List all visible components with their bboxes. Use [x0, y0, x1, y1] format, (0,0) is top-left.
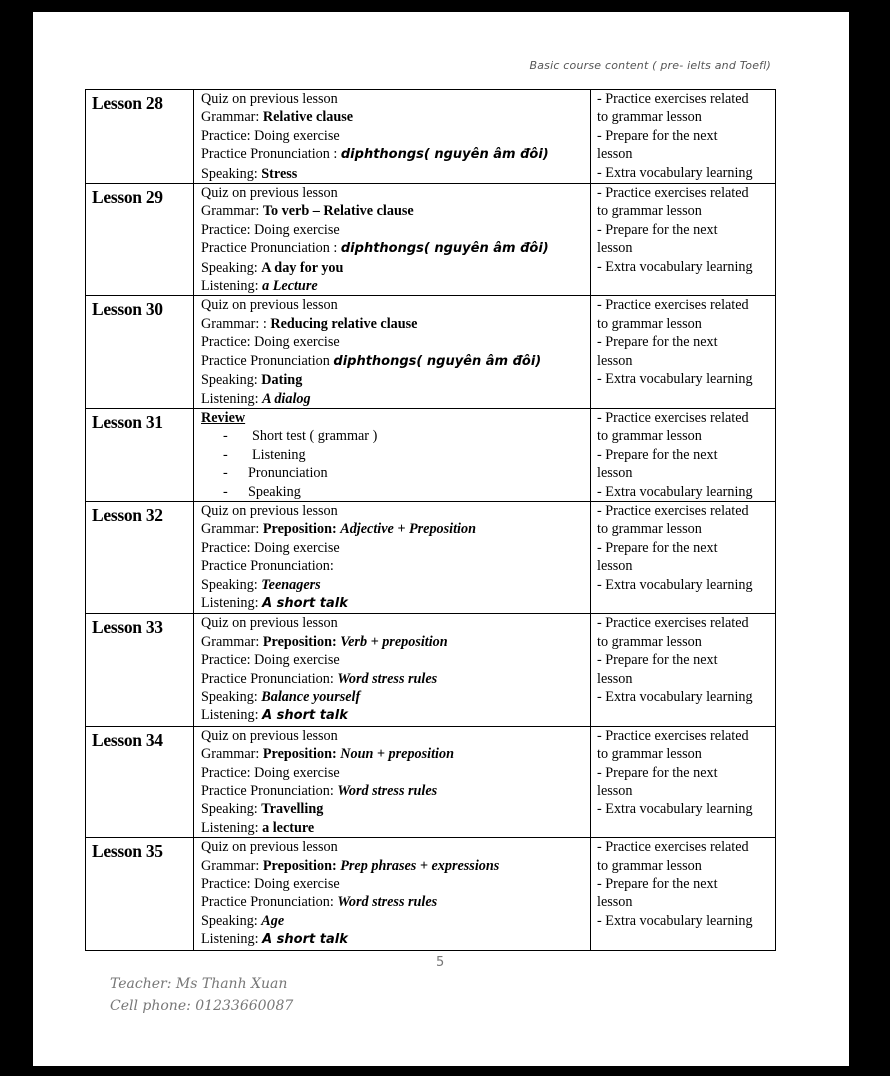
line-value: Age — [261, 912, 285, 929]
lesson-content-cell — [194, 90, 591, 184]
homework-line: to grammar lesson — [597, 857, 702, 874]
homework-line: - Extra vocabulary learning — [597, 689, 753, 705]
line-value-detail: Adjective + Preposition — [340, 521, 476, 538]
line-prefix: Practice Pronunciation : — [201, 146, 341, 163]
line-prefix: Listening: — [201, 819, 263, 836]
lesson-label-cell — [86, 184, 194, 296]
lesson-line — [201, 576, 590, 594]
lesson-content-cell — [194, 614, 591, 726]
line-value: Teenagers — [261, 576, 321, 593]
homework-line: - Practice exercises related — [597, 727, 749, 744]
homework-line: - Extra vocabulary learning — [597, 258, 753, 275]
homework-line: - Extra vocabulary learning — [597, 912, 753, 929]
homework-line: lesson — [597, 146, 633, 163]
line-value-detail: Noun + preposition — [340, 746, 454, 763]
lesson-table-body — [86, 90, 776, 951]
lesson-label: Lesson 29 — [92, 187, 163, 208]
lesson-line — [201, 782, 590, 800]
lesson-line — [201, 651, 590, 669]
line-value: Preposition: — [262, 633, 341, 650]
lesson-label-cell — [86, 838, 194, 950]
lesson-line — [201, 819, 590, 837]
line-value: Word stress rules — [337, 670, 438, 687]
lesson-line — [201, 857, 590, 875]
line-prefix: Speaking: — [201, 576, 262, 593]
lesson-line — [201, 912, 590, 930]
review-item-text: Pronunciation — [248, 465, 328, 482]
lesson-row — [86, 296, 776, 408]
line-value: Reducing relative clause — [270, 315, 418, 332]
line-value-detail: Prep phrases + expressions — [340, 857, 500, 874]
line-prefix: Speaking: — [201, 689, 262, 705]
line-value: Preposition: — [262, 857, 341, 874]
lesson-label: Lesson 28 — [92, 93, 163, 113]
bullet-dash: - — [223, 483, 228, 500]
line-prefix: Practice: Doing exercise — [201, 127, 340, 144]
line-prefix: Practice: Doing exercise — [201, 764, 340, 781]
homework-line: - Extra vocabulary learning — [597, 483, 753, 500]
line-value: Stress — [261, 165, 298, 182]
lesson-row — [86, 184, 776, 296]
homework-line: lesson — [597, 558, 633, 575]
lesson-line — [201, 633, 590, 651]
homework-line: - Prepare for the next — [597, 652, 718, 669]
homework-line: to grammar lesson — [597, 428, 702, 445]
homework-line: - Extra vocabulary learning — [597, 801, 753, 818]
lesson-line — [201, 108, 590, 126]
header-note: Basic course content ( pre- ielts and Toefl) — [529, 59, 771, 72]
lesson-content-cell — [194, 726, 591, 837]
homework-line: - Extra vocabulary learning — [597, 371, 753, 388]
line-value: Preposition: — [262, 521, 341, 538]
line-prefix: Listening: — [201, 594, 263, 611]
line-prefix: Listening: — [201, 931, 263, 948]
homework-line: to grammar lesson — [597, 203, 702, 220]
line-value-detail: Verb + preposition — [340, 633, 448, 650]
homework-line: - Prepare for the next — [597, 334, 718, 351]
line-value: Relative clause — [262, 109, 354, 126]
homework-cell — [591, 184, 776, 296]
line-prefix: Quiz on previous lesson — [201, 185, 338, 202]
lesson-label-cell — [86, 408, 194, 501]
homework-line: lesson — [597, 894, 633, 911]
line-prefix: Grammar: — [201, 203, 263, 220]
lesson-content-cell — [194, 408, 591, 501]
line-prefix: Grammar: — [201, 857, 263, 874]
line-value: a Lecture — [262, 278, 318, 295]
document-page — [33, 12, 849, 1066]
lesson-line — [201, 296, 590, 314]
lesson-line — [201, 764, 590, 782]
line-prefix: Practice: Doing exercise — [201, 221, 340, 238]
lesson-line — [201, 165, 590, 183]
lesson-line — [201, 371, 590, 389]
line-prefix: Grammar: — [201, 521, 263, 538]
lesson-line — [201, 745, 590, 763]
line-prefix: Quiz on previous lesson — [201, 297, 338, 314]
line-prefix: Grammar: — [201, 746, 263, 763]
lesson-label: Lesson 35 — [92, 841, 163, 862]
lesson-label-cell — [86, 296, 194, 408]
line-prefix: Practice Pronunciation: — [201, 670, 338, 687]
lesson-label: Lesson 33 — [92, 617, 163, 638]
line-prefix: Listening: — [201, 707, 263, 724]
lesson-line — [201, 557, 590, 575]
lesson-line — [201, 594, 590, 613]
line-prefix: Speaking: — [201, 801, 262, 818]
homework-line: to grammar lesson — [597, 521, 702, 538]
lesson-line — [201, 539, 590, 557]
review-heading: Review — [201, 409, 246, 426]
review-item — [201, 446, 590, 464]
lesson-line — [201, 930, 590, 949]
review-item-text: Short test ( grammar ) — [252, 428, 378, 445]
line-prefix: Grammar: — [201, 633, 263, 650]
line-prefix: Listening: — [201, 390, 263, 407]
lesson-line — [201, 333, 590, 351]
line-value: diphthongs( nguyên âm đôi) — [340, 241, 549, 257]
lesson-line — [201, 145, 590, 164]
homework-line: - Practice exercises related — [597, 297, 749, 314]
line-prefix: Practice Pronunciation: — [201, 894, 338, 911]
bullet-dash: - — [223, 446, 228, 463]
lesson-content-cell — [194, 184, 591, 296]
homework-line: to grammar lesson — [597, 633, 702, 650]
homework-line: to grammar lesson — [597, 109, 702, 126]
homework-cell — [591, 296, 776, 408]
lesson-label: Lesson 30 — [92, 299, 163, 320]
lesson-line — [201, 875, 590, 893]
lesson-line — [201, 893, 590, 911]
line-value: Word stress rules — [337, 783, 438, 800]
lesson-row — [86, 501, 776, 613]
line-prefix: Practice Pronunciation: — [201, 558, 334, 575]
footer-phone: Cell phone: 01233660087 — [110, 998, 294, 1014]
homework-line: - Practice exercises related — [597, 409, 749, 426]
lesson-line — [201, 520, 590, 538]
line-prefix: Practice Pronunciation — [201, 352, 334, 369]
page-number: 5 — [436, 955, 445, 970]
homework-line: - Practice exercises related — [597, 615, 749, 632]
lesson-label-cell — [86, 726, 194, 837]
homework-line: - Practice exercises related — [597, 839, 749, 856]
lesson-row — [86, 726, 776, 837]
lesson-table — [85, 89, 776, 951]
lesson-row — [86, 838, 776, 950]
lesson-line — [201, 259, 590, 277]
line-value: Dating — [261, 372, 303, 389]
homework-line: - Practice exercises related — [597, 91, 749, 107]
line-prefix: Speaking: — [201, 165, 262, 182]
lesson-row — [86, 614, 776, 726]
line-value: To verb – Relative clause — [262, 203, 414, 220]
line-value: Word stress rules — [337, 894, 438, 911]
homework-line: to grammar lesson — [597, 746, 702, 763]
line-prefix: Speaking: — [201, 912, 262, 929]
line-prefix: Speaking: — [201, 372, 262, 389]
homework-line: - Prepare for the next — [597, 127, 718, 144]
line-value: a lecture — [262, 819, 315, 836]
homework-line: - Practice exercises related — [597, 185, 749, 202]
lesson-line — [201, 390, 590, 408]
lesson-line — [201, 727, 590, 745]
lesson-content-cell — [194, 296, 591, 408]
line-value: A short talk — [262, 932, 348, 948]
lesson-label-cell — [86, 501, 194, 613]
homework-line: - Prepare for the next — [597, 539, 718, 556]
homework-cell — [591, 726, 776, 837]
homework-line: - Prepare for the next — [597, 221, 718, 238]
lesson-line — [201, 127, 590, 145]
homework-cell — [591, 614, 776, 726]
homework-line: lesson — [597, 240, 633, 257]
line-prefix: Quiz on previous lesson — [201, 615, 338, 632]
line-value: diphthongs( nguyên âm đôi) — [333, 353, 542, 369]
lesson-label-cell — [86, 90, 194, 184]
lesson-line — [201, 315, 590, 333]
lesson-label: Lesson 32 — [92, 504, 163, 525]
line-prefix: Speaking: — [201, 259, 262, 276]
lesson-line — [201, 184, 590, 202]
homework-line: lesson — [597, 670, 633, 687]
homework-line: lesson — [597, 465, 633, 482]
line-prefix: Grammar: : — [201, 315, 271, 332]
lesson-line — [201, 202, 590, 220]
line-value: Travelling — [261, 801, 324, 818]
line-prefix: Practice: Doing exercise — [201, 334, 340, 351]
homework-line: to grammar lesson — [597, 315, 702, 332]
line-value: diphthongs( nguyên âm đôi) — [340, 147, 549, 163]
lesson-line — [201, 277, 590, 295]
homework-line: lesson — [597, 783, 633, 800]
lesson-line — [201, 502, 590, 520]
homework-line: - Prepare for the next — [597, 876, 718, 893]
line-prefix: Practice: Doing exercise — [201, 876, 340, 893]
line-prefix: Practice Pronunciation: — [201, 783, 338, 800]
homework-line: - Extra vocabulary learning — [597, 576, 753, 593]
review-item — [201, 427, 590, 445]
line-prefix: Practice: Doing exercise — [201, 539, 340, 556]
line-prefix: Quiz on previous lesson — [201, 502, 338, 519]
lesson-line — [201, 239, 590, 258]
line-prefix: Listening: — [201, 278, 263, 295]
line-prefix: Practice Pronunciation : — [201, 240, 341, 257]
lesson-line — [201, 670, 590, 688]
review-item-text: Speaking — [248, 483, 301, 500]
lesson-row — [86, 90, 776, 184]
lesson-line — [201, 706, 590, 725]
lesson-line — [201, 838, 590, 856]
lesson-label-cell — [86, 614, 194, 726]
lesson-content-cell — [194, 838, 591, 950]
review-item-text: Listening — [252, 446, 306, 463]
lesson-line — [201, 90, 590, 108]
line-value: A short talk — [262, 708, 348, 724]
homework-cell — [591, 408, 776, 501]
line-prefix: Grammar: — [201, 109, 263, 126]
line-value: Preposition: — [262, 746, 341, 763]
bullet-dash: - — [223, 428, 228, 445]
line-prefix: Quiz on previous lesson — [201, 839, 338, 856]
line-value: A dialog — [262, 390, 311, 407]
line-value: A short talk — [262, 595, 348, 611]
lesson-line — [201, 688, 590, 706]
line-value: A day for you — [261, 259, 344, 276]
line-prefix: Quiz on previous lesson — [201, 91, 338, 107]
homework-line: - Extra vocabulary learning — [597, 164, 753, 181]
lesson-content-cell — [194, 501, 591, 613]
lesson-label: Lesson 31 — [92, 411, 163, 432]
lesson-row — [86, 408, 776, 501]
line-prefix: Quiz on previous lesson — [201, 727, 338, 744]
homework-line: - Prepare for the next — [597, 764, 718, 781]
homework-cell — [591, 90, 776, 184]
lesson-line — [201, 221, 590, 239]
homework-line: lesson — [597, 352, 633, 369]
footer-teacher: Teacher: Ms Thanh Xuan — [110, 976, 288, 992]
line-value: Balance yourself — [261, 689, 361, 705]
homework-line: - Practice exercises related — [597, 502, 749, 519]
lesson-line — [201, 800, 590, 818]
review-item — [201, 483, 590, 501]
bullet-dash: - — [223, 465, 228, 482]
line-prefix: Practice: Doing exercise — [201, 652, 340, 669]
homework-cell — [591, 501, 776, 613]
lesson-line — [201, 614, 590, 632]
lesson-label: Lesson 34 — [92, 729, 163, 750]
homework-cell — [591, 838, 776, 950]
lesson-line — [201, 352, 590, 371]
review-item — [201, 464, 590, 482]
homework-line: - Prepare for the next — [597, 446, 718, 463]
